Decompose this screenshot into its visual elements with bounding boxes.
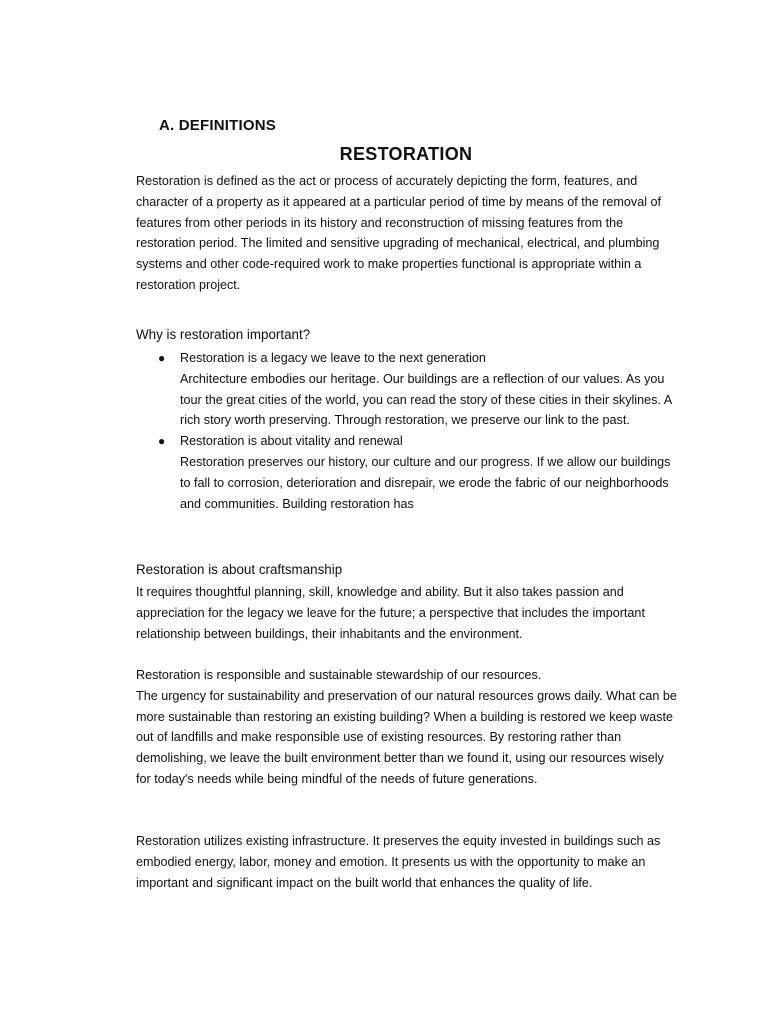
bullet-body: Restoration preserves our history, our culture and our progress. If we allow our buildings to fall to corrosion, deterioration and disrepair, we erode the fabric of our neighborhoods and communities. Building restoration has — [180, 454, 671, 511]
section-heading: A. DEFINITIONS — [159, 117, 276, 134]
why-heading: Why is restoration important? — [136, 327, 311, 342]
bullet-icon: ● — [158, 434, 166, 449]
bullet-list — [136, 348, 681, 514]
bullet-body: Architecture embodies our heritage. Our buildings are a reflection of our values. As you tour the great cities of the world, you can read the story of these cities in their skylines. A rich story worth preserving. Through restoration, we preserve our link to the past. — [180, 371, 672, 428]
bullet-icon: ● — [158, 351, 166, 365]
page-title: RESTORATION — [339, 144, 473, 164]
craft-paragraph: It requires thoughtful planning, skill, knowledge and ability. But it also takes passion and appreciation for the legacy we leave for the future; a perspective that includes the important relationship between buildings, their inhabitants and the environment. — [136, 585, 645, 641]
infrastructure-paragraph: Restoration utilizes existing infrastructure. It preserves the equity invested in buildings such as embodied energy, labor, money and emotion. It presents us with the opportunity to make an important and significant impact on the built world that enhances the quality of life. — [136, 834, 661, 890]
list-item — [136, 348, 681, 431]
definition-paragraph: Restoration is defined as the act or process of accurately depicting the form, features, and character of a property as it appeared at a particular period of time by means of the removal of features from other periods in its history and reconstruction of missing features from the restoration period. The limited and sensitive upgrading of mechanical, electrical, and plumbing systems and other code-required work to make properties functional is appropriate within a restoration project. — [136, 174, 662, 292]
craft-heading: Restoration is about craftsmanship — [136, 562, 343, 577]
list-item — [136, 431, 681, 514]
bullet-heading: Restoration is about vitality and renewal — [180, 434, 403, 449]
sustainability-paragraph: Restoration is responsible and sustainable stewardship of our resources. The urgency for sustainability and preservation of our natural resources grows daily. What can be more sustainable than restoring an existing building? When a building is restored we keep waste out of landfills and make responsible use of existing resources. By restoring rather than demolishing, we leave the built environment better than we found it, using our resources wisely for today's needs while being mindful of the needs of future generations. — [136, 668, 677, 786]
bullet-heading: Restoration is a legacy we leave to the next generation — [180, 351, 486, 365]
